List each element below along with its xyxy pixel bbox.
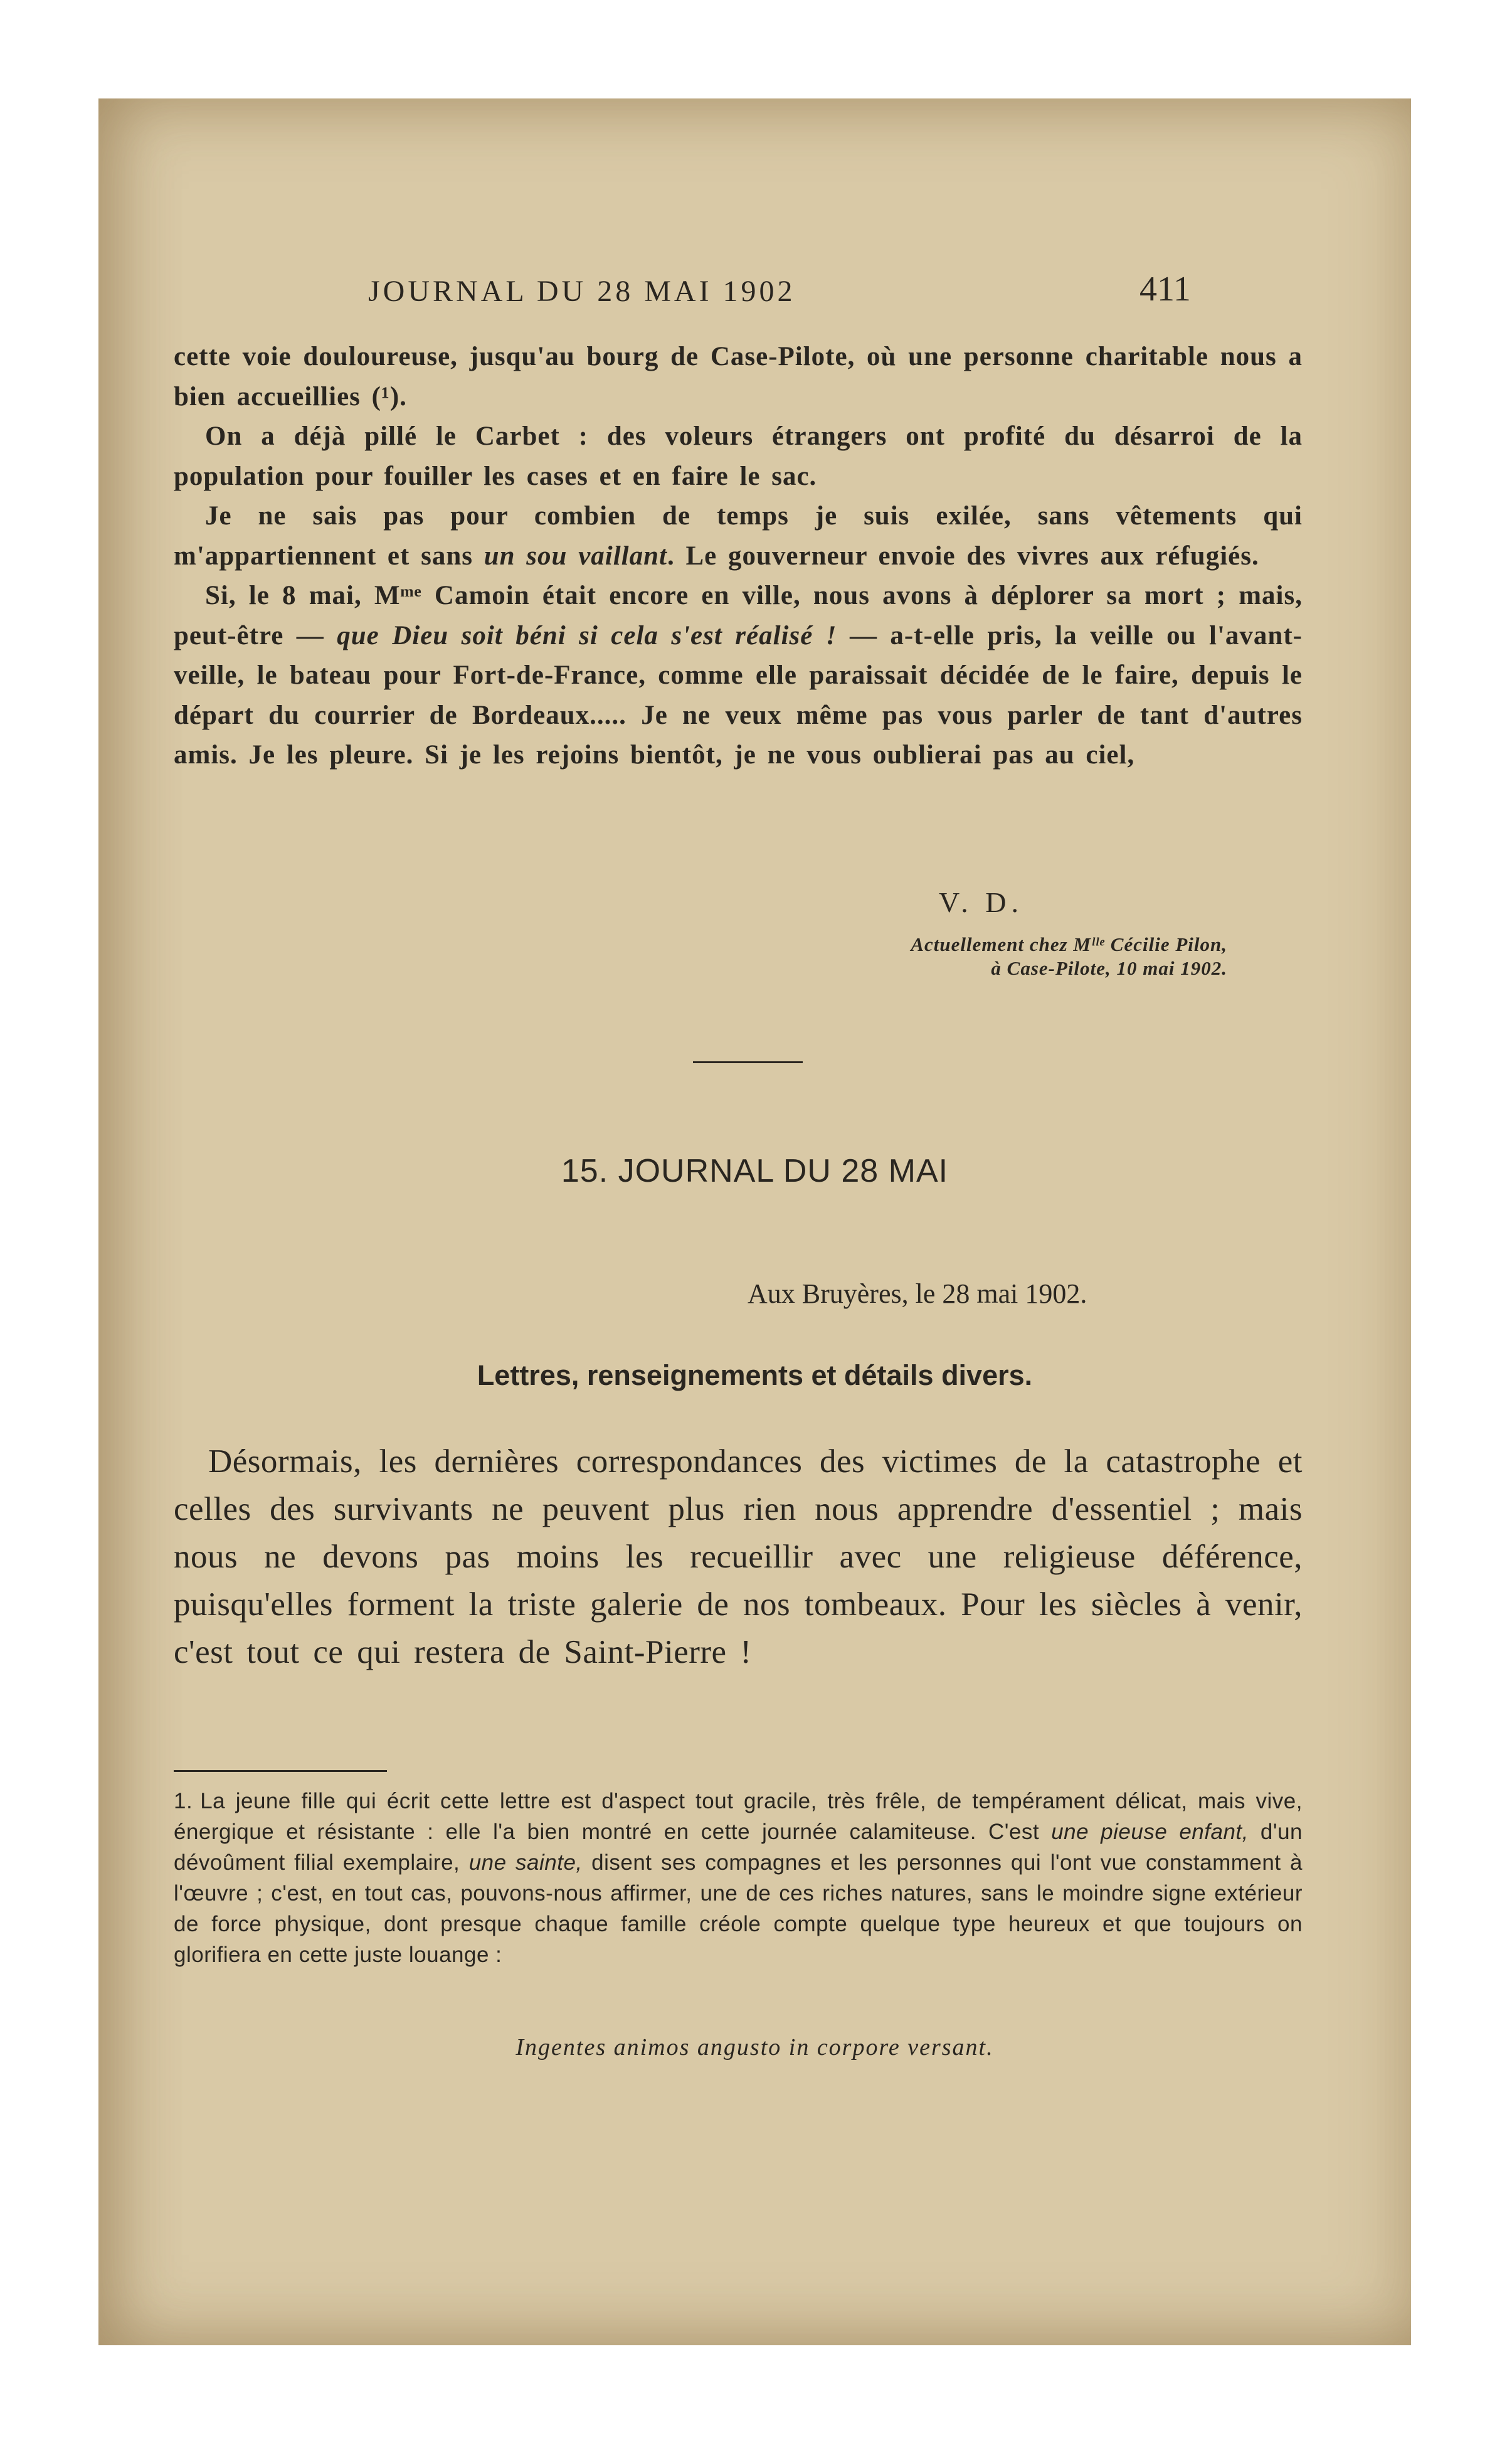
section-title: 15. JOURNAL DU 28 MAI [561,1153,949,1189]
text-run: — a-t-elle pris, la veille ou l'avant-veille, le bateau pour Fort-de-France, comme elle paraissait décidée de le faire, depuis le départ du courrier de Bordeaux..... Je ne veux même pas vous parler de tant d'autres amis. Je les pleure. Si je les rejoins bientôt, je ne vous oublierai pas au ciel, [174,620,1303,770]
location-note-line-1: Actuellement chez Mˡˡᵉ Cécilie Pilon, [911,933,1227,955]
location-note-line-2: à Case-Pilote, 10 mai 1902. [991,957,1227,979]
text-run: La jeune fille qui écrit cette lettre est d'aspect tout gracile, très frêle, de tempérament délicat, mais vive, énergique et résistante : elle l'a bien montré en cette journée calamiteuse. C'est [174,1789,1303,1844]
place-date: Aux Bruyères, le 28 mai 1902. [748,1278,1087,1309]
text-run: Si, le 8 mai, Mᵐᵉ Camoin était encore en ville, nous avons à déplorer sa mort ; mais, peut-être — [174,581,1303,650]
page-number: 411 [1139,270,1191,309]
text-run: d'un dévoûment filial exemplaire, [174,1820,1303,1875]
italic-run: un sou vaillant [484,541,667,571]
letter-body [174,337,1303,775]
letter-paragraph-3 [174,496,1303,576]
section-divider [693,1061,803,1063]
intro-text: Désormais, les dernières correspondances des victimes de la catastrophe et celles des survivants ne peuvent plus rien nous apprendre d'essentiel ; mais nous ne devons pas moins les recueillir avec une religieuse déférence, puisqu'elles forment la triste galerie de nos tombeaux. Pour les siècles à venir, c'est tout ce qui restera de Saint-Pierre ! [174,1443,1303,1670]
text-run: . Le gouverneur envoie des vivres aux réfugiés. [667,541,1259,571]
subheading: Lettres, renseignements et détails divers. [477,1359,1033,1391]
text-run: disent ses compagnes et les personnes qui l'ont vue constamment à l'œuvre ; c'est, en tout cas, pouvons-nous affirmer, une de ces riches natures, sans le moindre signe extérieur de force physique, dont presque chaque famille créole compte quelque type heureux et que toujours on glorifiera en cette juste louange : [174,1850,1303,1967]
footnote-number: 1. [174,1789,193,1813]
text-run: Je ne sais pas pour combien de temps je suis exilée, sans vêtements qui m'appartiennent et sans [174,501,1303,571]
letter-paragraph-1: cette voie douloureuse, jusqu'au bourg de Case-Pilote, où une personne charitable nous a bien accueillies (¹). [174,342,1303,411]
footnote [174,1786,1303,1970]
italic-run: une pieuse enfant, [1051,1820,1249,1844]
footnote-divider [174,1770,387,1772]
location-note [820,933,1227,980]
signature: V. D. [939,886,1024,918]
footnote-text [174,1786,1303,1970]
letter-paragraph-2: On a déjà pillé le Carbet : des voleurs étrangers ont profité du désarroi de la population pour fouiller les cases et en faire le sac. [174,422,1303,491]
intro-paragraph [174,1438,1303,1676]
italic-run: une sainte, [468,1850,583,1875]
running-title: JOURNAL DU 28 MAI 1902 [368,275,796,308]
page-scan [98,98,1411,2345]
latin-quote: Ingentes animos angusto in corpore versant. [515,2034,994,2060]
italic-run: que Dieu soit béni si cela s'est réalisé ! [337,620,837,650]
letter-paragraph-4 [174,576,1303,775]
